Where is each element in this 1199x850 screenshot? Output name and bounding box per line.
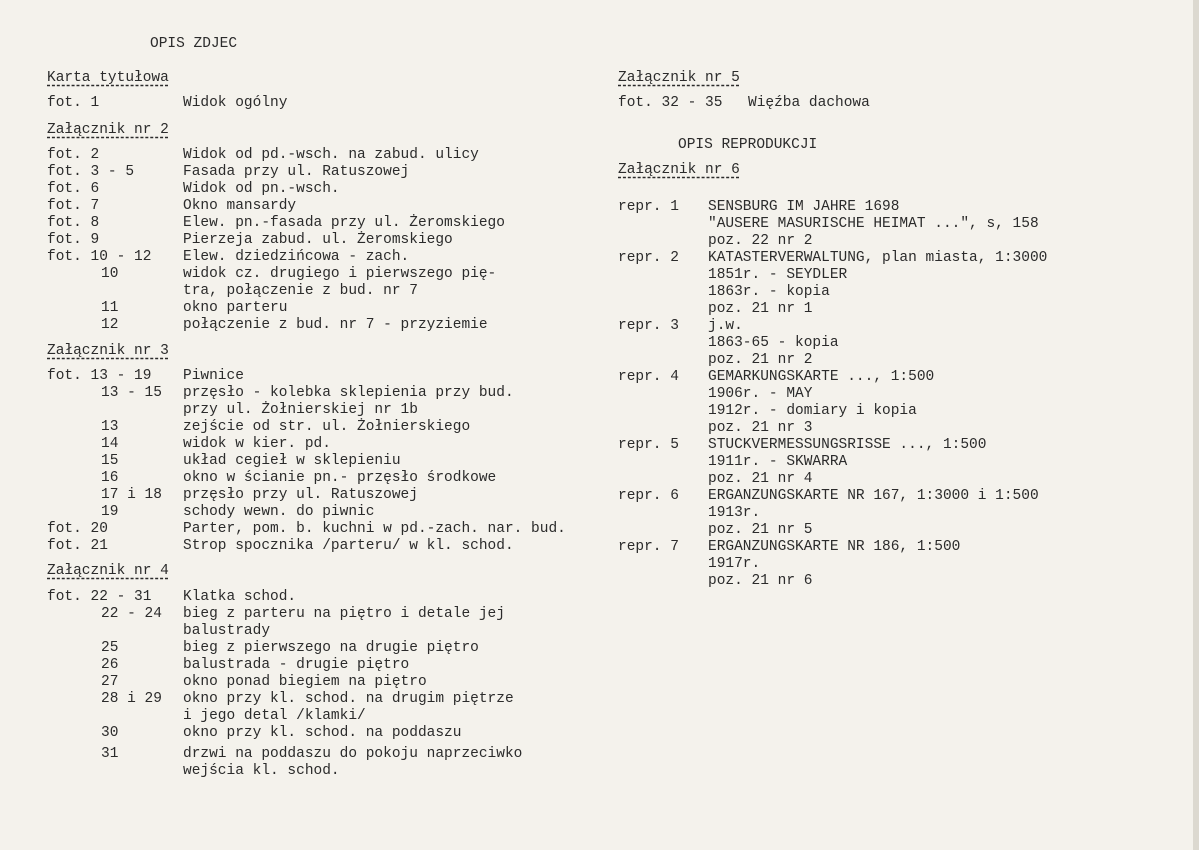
item-number: repr. 7 — [618, 539, 679, 555]
item-description: j.w. — [708, 318, 743, 334]
item-number: fot. 6 — [47, 181, 100, 197]
item-number: fot. 10 - 12 — [47, 249, 152, 265]
item-description: 1917r. — [708, 556, 761, 572]
item-number: 14 — [101, 436, 119, 452]
item-description: widok w kier. pd. — [183, 436, 331, 452]
item-description: Klatka schod. — [183, 589, 297, 605]
item-number: fot. 20 — [47, 521, 108, 537]
paper-edge — [1193, 0, 1199, 850]
item-number: 25 — [101, 640, 119, 656]
item-description: schody wewn. do piwnic — [183, 504, 375, 520]
item-description: Więźba dachowa — [748, 95, 870, 111]
item-description: Piwnice — [183, 368, 244, 384]
item-number: fot. 9 — [47, 232, 100, 248]
item-description: wejścia kl. schod. — [183, 763, 340, 779]
item-description: bieg z pierwszego na drugie piętro — [183, 640, 479, 656]
item-description: 1863r. - kopia — [708, 284, 830, 300]
item-description: 1913r. — [708, 505, 761, 521]
item-description: Elew. dziedzińcowa - zach. — [183, 249, 410, 265]
item-number: 19 — [101, 504, 119, 520]
item-description: drzwi na poddaszu do pokoju naprzeciwko — [183, 746, 523, 762]
item-description: Pierzeja zabud. ul. Żeromskiego — [183, 232, 453, 248]
item-description: Strop spocznika /parteru/ w kl. schod. — [183, 538, 514, 554]
item-description: okno w ścianie pn.- przęsło środkowe — [183, 470, 497, 486]
item-description: Okno mansardy — [183, 198, 297, 214]
item-number: fot. 8 — [47, 215, 100, 231]
item-description: Widok od pn.-wsch. — [183, 181, 340, 197]
item-description: KATASTERVERWALTUNG, plan miasta, 1:3000 — [708, 250, 1048, 266]
item-number: 11 — [101, 300, 119, 316]
item-description: Elew. pn.-fasada przy ul. Żeromskiego — [183, 215, 505, 231]
item-description: przęsło - kolebka sklepienia przy bud. — [183, 385, 514, 401]
item-description: bieg z parteru na piętro i detale jej — [183, 606, 505, 622]
reproductions-title: OPIS REPRODUKCJI — [678, 137, 818, 153]
item-number: 31 — [101, 746, 119, 762]
item-description: widok cz. drugiego i pierwszego pię- — [183, 266, 497, 282]
item-number: fot. 2 — [47, 147, 100, 163]
item-description: poz. 21 nr 2 — [708, 352, 813, 368]
section-heading-zal3: Załącznik nr 3 — [47, 343, 169, 359]
item-number: 26 — [101, 657, 119, 673]
section-heading-zal2: Załącznik nr 2 — [47, 122, 169, 138]
item-description: SENSBURG IM JAHRE 1698 — [708, 199, 900, 215]
item-number: fot. 13 - 19 — [47, 368, 152, 384]
item-number: fot. 1 — [47, 95, 100, 111]
item-number: 13 - 15 — [101, 385, 162, 401]
item-description: Widok od pd.-wsch. na zabud. ulicy — [183, 147, 479, 163]
item-number: 30 — [101, 725, 119, 741]
item-description: balustrady — [183, 623, 271, 639]
item-number: 10 — [101, 266, 119, 282]
item-number: fot. 7 — [47, 198, 100, 214]
item-description: balustrada - drugie piętro — [183, 657, 410, 673]
item-number: 13 — [101, 419, 119, 435]
item-description: poz. 21 nr 3 — [708, 420, 813, 436]
item-description: układ cegieł w sklepieniu — [183, 453, 401, 469]
item-description: 1912r. - domiary i kopia — [708, 403, 917, 419]
item-number: 12 — [101, 317, 119, 333]
item-description: zejście od str. ul. Żołnierskiego — [183, 419, 471, 435]
item-description: połączenie z bud. nr 7 - przyziemie — [183, 317, 488, 333]
item-description: 1911r. - SKWARRA — [708, 454, 848, 470]
item-description: Fasada przy ul. Ratuszowej — [183, 164, 410, 180]
item-description: 1851r. - SEYDLER — [708, 267, 848, 283]
item-description: poz. 21 nr 1 — [708, 301, 813, 317]
item-number: fot. 22 - 31 — [47, 589, 152, 605]
item-description: okno przy kl. schod. na poddaszu — [183, 725, 462, 741]
item-description: 1906r. - MAY — [708, 386, 813, 402]
item-description: przęsło przy ul. Ratuszowej — [183, 487, 418, 503]
item-number: 15 — [101, 453, 119, 469]
item-description: "AUSERE MASURISCHE HEIMAT ...", s, 158 — [708, 216, 1039, 232]
item-description: 1863-65 - kopia — [708, 335, 839, 351]
item-description: i jego detal /klamki/ — [183, 708, 366, 724]
item-number: fot. 21 — [47, 538, 108, 554]
document-title: OPIS ZDJEC — [150, 36, 238, 52]
item-number: 17 i 18 — [101, 487, 162, 503]
item-number: 22 - 24 — [101, 606, 162, 622]
item-number: repr. 5 — [618, 437, 679, 453]
item-description: okno parteru — [183, 300, 288, 316]
item-description: poz. 22 nr 2 — [708, 233, 813, 249]
section-heading-zal5: Załącznik nr 5 — [618, 70, 740, 86]
item-number: 27 — [101, 674, 119, 690]
item-number: 28 i 29 — [101, 691, 162, 707]
item-description: GEMARKUNGSKARTE ..., 1:500 — [708, 369, 935, 385]
item-number: 16 — [101, 470, 119, 486]
item-number: fot. 3 - 5 — [47, 164, 135, 180]
item-number: repr. 6 — [618, 488, 679, 504]
item-description: Widok ogólny — [183, 95, 288, 111]
item-number: repr. 2 — [618, 250, 679, 266]
item-description: tra, połączenie z bud. nr 7 — [183, 283, 418, 299]
item-description: przy ul. Żołnierskiej nr 1b — [183, 402, 418, 418]
section-heading-zal6: Załącznik nr 6 — [618, 162, 740, 178]
section-heading-karta: Karta tytułowa — [47, 70, 169, 86]
item-number: repr. 1 — [618, 199, 679, 215]
item-description: Parter, pom. b. kuchni w pd.-zach. nar. bud. — [183, 521, 566, 537]
item-number: repr. 3 — [618, 318, 679, 334]
item-number: repr. 4 — [618, 369, 679, 385]
item-description: poz. 21 nr 6 — [708, 573, 813, 589]
item-description: ERGANZUNGSKARTE NR 186, 1:500 — [708, 539, 961, 555]
item-description: poz. 21 nr 4 — [708, 471, 813, 487]
item-number: fot. 32 - 35 — [618, 95, 723, 111]
item-description: okno ponad biegiem na piętro — [183, 674, 427, 690]
item-description: ERGANZUNGSKARTE NR 167, 1:3000 i 1:500 — [708, 488, 1039, 504]
item-description: STUCKVERMESSUNGSRISSE ..., 1:500 — [708, 437, 987, 453]
item-description: poz. 21 nr 5 — [708, 522, 813, 538]
item-description: okno przy kl. schod. na drugim piętrze — [183, 691, 514, 707]
section-heading-zal4: Załącznik nr 4 — [47, 563, 169, 579]
